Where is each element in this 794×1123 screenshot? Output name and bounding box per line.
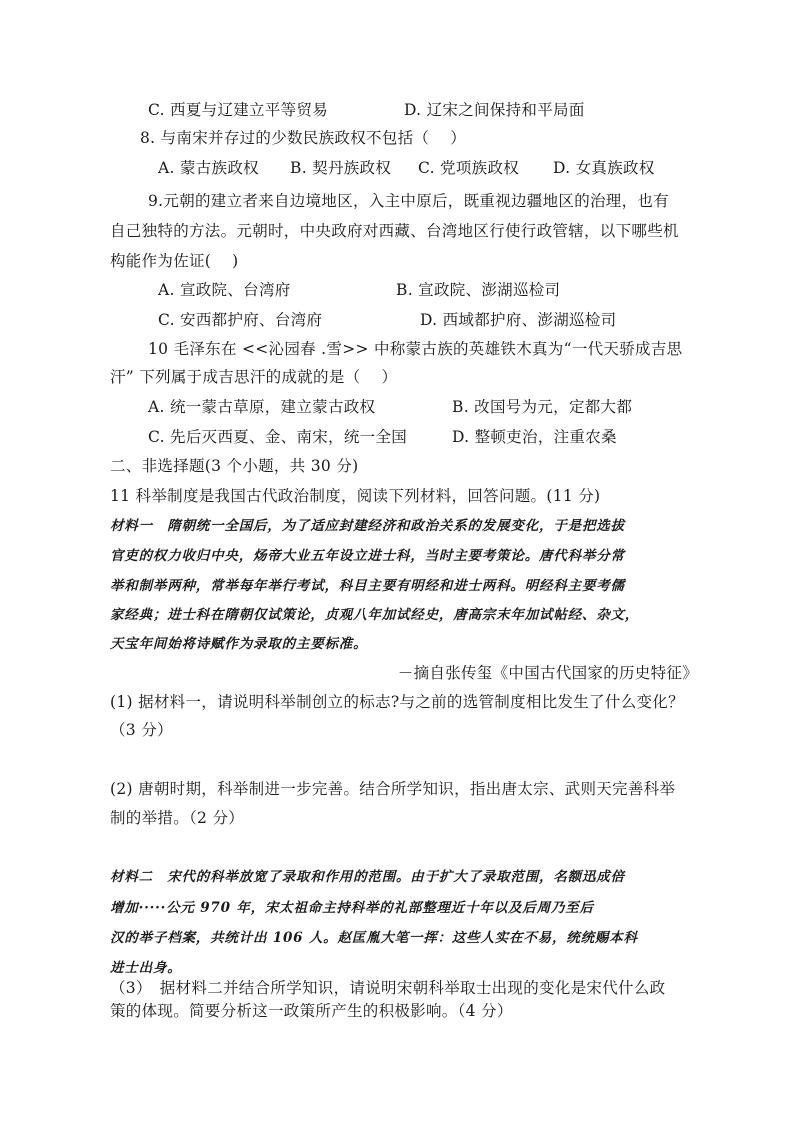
q8-stem: 8. 与南宋并存过的少数民族政权不包括（ ） <box>140 129 467 147</box>
q11-stem: 11 科举制度是我国古代政治制度，阅读下列材料，回答问题。(11 分) <box>110 487 601 505</box>
subquestion-2-line2: 制的举措。（2 分） <box>110 809 245 827</box>
q8-options-row <box>158 157 655 179</box>
material2-line: 进士出身。 <box>110 960 182 976</box>
material2-line: 增加·····公元 970 年，宋太祖命主持科举的礼部整理近十年以及后周乃至后 <box>110 900 594 916</box>
q10-option-d: D. 整顿吏治，注重农桑 <box>452 428 617 446</box>
material1-line: 天宝年间始将诗赋作为录取的主要标准。 <box>110 636 368 652</box>
material1-line: 举和制举两种，常举每年举行考试，科目主要有明经和进士两科。明经科主要考儒 <box>110 578 625 594</box>
section2-heading: 二、非选择题(3 个小题，共 30 分) <box>110 457 359 475</box>
q7-option-c: C. 西夏与辽建立平等贸易 <box>148 101 329 119</box>
q10-options-row2 <box>148 426 617 448</box>
q9-option-d: D. 西域都护府、澎湖巡检司 <box>420 311 617 329</box>
q10-options-row1 <box>148 396 632 418</box>
q9-option-c: C. 安西都护府、台湾府 <box>158 311 323 329</box>
q10-stem-line2: 汗” 下列属于成吉思汗的成就的是（ ） <box>110 368 398 386</box>
subquestion-1-line1: (1) 据材料一，请说明科举制创立的标志?与之前的选管制度相比发生了什么变化？ <box>110 693 684 711</box>
subquestion-3-line2: 策的体现。简要分析这一政策所产生的积极影响。（4 分） <box>110 1002 513 1020</box>
q7-options-row <box>148 99 585 121</box>
q10-stem-line1: 10 毛泽东在 <<沁园春 .雪>> 中称蒙古族的英雄铁木真为“一代天骄成吉思 <box>148 340 683 358</box>
material1-line: 家经典；进士科在隋朝仅试策论，贞观八年加试经史，唐高宗末年加试帖经、杂文， <box>110 607 640 623</box>
q10-option-b: B. 改国号为元，定都大都 <box>452 398 633 416</box>
material2-line: 材料二 宋代的科举放宽了录取和作用的范围。由于扩大了录取范围，名额迅成倍 <box>110 869 625 885</box>
q10-option-a: A. 统一蒙古草原，建立蒙古政权 <box>148 398 376 416</box>
q9-stem-line2: 自己独特的方法。元朝时，中央政府对西藏、台湾地区行使行政管辖，以下哪些机 <box>110 222 679 240</box>
material2-line: 汉的举子档案，共统计出 106 人。赵匡胤大笔一挥：这些人实在不易，统统赐本科 <box>110 930 638 946</box>
q9-stem-line1: 9.元朝的建立者来自边境地区，入主中原后，既重视边疆地区的治理，也有 <box>148 192 669 210</box>
q7-option-d: D. 辽宋之间保持和平局面 <box>404 101 585 119</box>
q8-option-d: D. 女真族政权 <box>553 159 655 177</box>
material1-line: 官吏的权力收归中央，炀帝大业五年设立进士科，当时主要考策论。唐代科举分常 <box>110 548 625 564</box>
q8-option-c: C. 党项族政权 <box>418 159 520 177</box>
q9-option-a: A. 宣政院、台湾府 <box>158 281 291 299</box>
q10-option-c: C. 先后灭西夏、金、南宋，统一全国 <box>148 428 408 446</box>
material1-line: 材料一 隋朝统一全国后，为了适应封建经济和政治关系的发展变化，于是把选拔 <box>110 518 625 534</box>
q9-options-row2 <box>158 309 616 331</box>
q8-option-a: A. 蒙古族政权 <box>158 159 259 177</box>
material1-source: －摘自张传玺《中国古代国家的历史特征》 <box>397 664 698 682</box>
q8-option-b: B. 契丹族政权 <box>290 159 392 177</box>
subquestion-2-line1: (2) 唐朝时期，科举制进一步完善。结合所学知识，指出唐太宗、武则天完善科举 <box>110 780 676 798</box>
q9-option-b: B. 宣政院、澎湖巡检司 <box>396 281 561 299</box>
q9-options-row1 <box>158 279 560 301</box>
subquestion-1-line2: （3 分） <box>110 721 173 739</box>
subquestion-3-line1: （3） 据材料二并结合所学知识，请说明宋朝科举取士出现的变化是宋代什么政 <box>110 979 666 997</box>
q9-stem-line3: 构能作为佐证( ) <box>110 252 239 270</box>
